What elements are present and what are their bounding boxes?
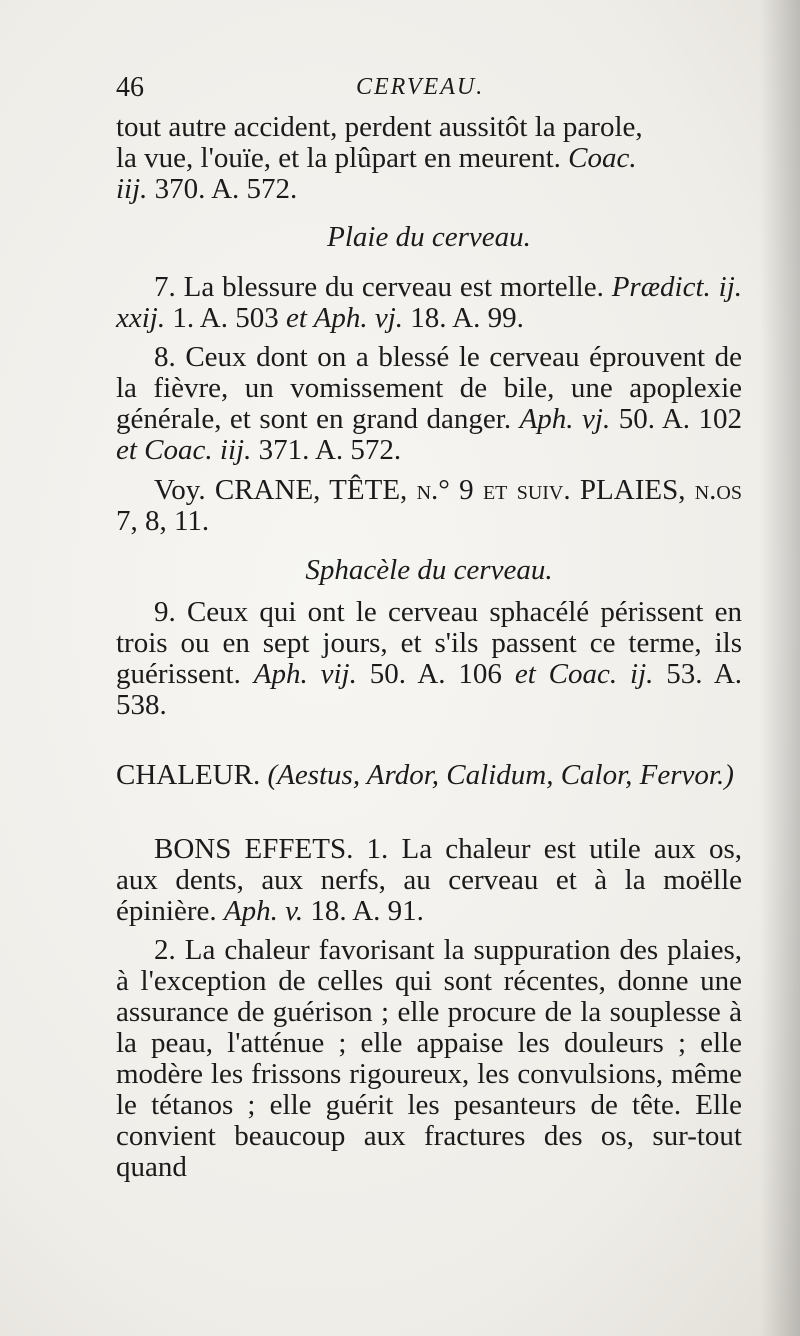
- paragraph-8-number: 8.: [154, 341, 176, 373]
- intro-text: la vue, l'ouïe, et la plûpart en meurent.: [116, 142, 561, 174]
- entry-headword: CHALEUR.: [116, 759, 261, 791]
- paragraph-7-text: La blessure du cerveau est mortelle.: [183, 271, 604, 303]
- intro-line-1: tout autre accident, perdent aussitôt la parole,: [116, 111, 643, 143]
- page-header: [116, 72, 754, 108]
- entry-chaleur: [116, 760, 780, 791]
- paragraph-8-ref-4: 371. A. 572.: [258, 434, 402, 466]
- paragraph-9-ref-2: 50. A. 106: [369, 658, 502, 690]
- intro-ref: Coac.: [568, 142, 637, 174]
- paragraph-7: [116, 272, 742, 334]
- paragraph-8-ref-2: 50. A. 102: [618, 403, 742, 435]
- see-also-text: CRANE, TÊTE, n.° 9 et suiv. PLAIES, n.os 7, 8, 11.: [116, 474, 742, 537]
- bons-effets-1-number: 1.: [366, 833, 389, 865]
- section-title-sphacele: Sphacèle du cerveau.: [305, 554, 553, 586]
- paragraph-9-ref-1: Aph. vij.: [253, 658, 357, 690]
- intro-line-2: [116, 143, 742, 174]
- paragraph-9-text: Ceux qui ont le cerveau sphacélé périssent en trois ou en sept jours, et s'ils passent ce terme, ils guérissent.: [116, 596, 743, 690]
- paragraph-9: [116, 597, 742, 721]
- paragraph-7-ref-2: 1. A. 503: [172, 302, 279, 334]
- paragraph-8-text: Ceux dont on a blessé le cerveau éprouvent de la fièvre, un vomissement de bile, une apoplexie générale, et sont en grand danger.: [116, 341, 742, 435]
- paragraph-7-ref-4: 18. A. 99.: [410, 302, 524, 334]
- paragraph-bons-effets-1: [116, 834, 742, 927]
- paragraph-7-ref-3: et Aph. vj.: [285, 302, 404, 334]
- bons-effets-2-text: La chaleur favorisant la suppuration des plaies, à l'exception de celles qui sont récentes, donne une assurance de guérison ; elle procure de la souplesse à la peau, l'atténue ; elle appaise les douleurs ; elle modère les frissons rigoureux, les convulsions, même le tétanos ; elle guérit les pesanteurs de tête. Elle convient beaucoup aux fractures des os, sur-tout quand: [116, 934, 743, 1183]
- see-also-label: Voy.: [154, 474, 206, 506]
- bons-effets-2-number: 2.: [154, 934, 176, 966]
- section-title-plaie: Plaie du cerveau.: [327, 221, 531, 253]
- paragraph-bons-effets-2: [116, 935, 742, 1183]
- page-number: 46: [116, 72, 144, 103]
- bons-effets-1-ref-1: Aph. v.: [223, 895, 304, 927]
- bons-effets-label: BONS EFFETS.: [154, 833, 354, 865]
- intro-ref-volume: iij.: [116, 173, 148, 205]
- running-title: CERVEAU.: [356, 74, 485, 100]
- paragraph-9-ref-3: et Coac. ij.: [514, 658, 654, 690]
- paragraph-8-ref-3: et Coac. iij.: [116, 434, 252, 466]
- paragraph-9-number: 9.: [154, 596, 176, 628]
- intro-paragraph: [116, 112, 742, 205]
- intro-ref-numbers: 370. A. 572.: [154, 173, 298, 205]
- entry-latin-synonyms: (Aestus, Ardor, Calidum, Calor, Fervor.): [267, 759, 734, 791]
- bons-effets-1-ref-2: 18. A. 91.: [310, 895, 424, 927]
- see-also-note: [116, 475, 742, 537]
- paragraph-8-ref-1: Aph. vj.: [519, 403, 611, 435]
- paragraph-9-ref-4: 53. A. 538.: [116, 658, 743, 721]
- paragraph-7-number: 7.: [154, 271, 176, 303]
- paragraph-8: [116, 342, 742, 466]
- paragraph-7-ref-1: Prædict. ij. xxij.: [116, 271, 742, 334]
- page-edge-shadow: [760, 0, 800, 1336]
- bons-effets-1-text: La chaleur est utile aux os, aux dents, aux nerfs, au cerveau et à la moëlle épinière.: [116, 833, 743, 927]
- intro-line-3: [116, 174, 742, 205]
